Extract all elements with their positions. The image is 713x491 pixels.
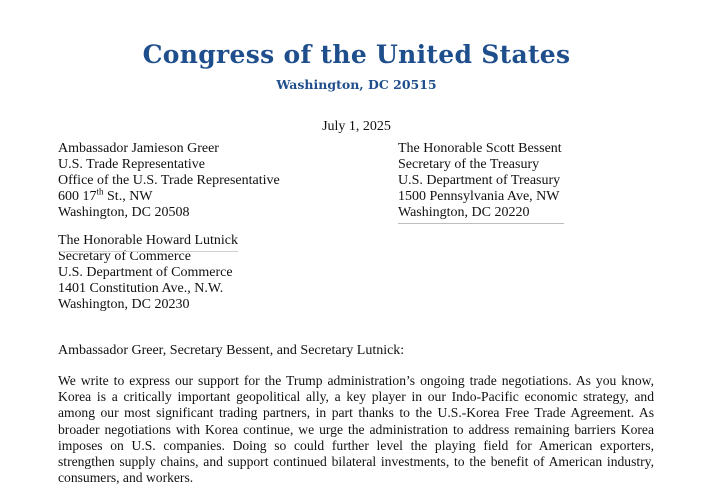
recipient-name: The Honorable Scott Bessent [398,141,562,156]
recipient-office: Office of the U.S. Trade Representative [58,173,280,188]
recipient-title: Secretary of the Treasury [398,157,540,172]
recipient-street: 1401 Constitution Ave., N.W. [58,281,224,296]
street-number: 600 17 [58,189,97,204]
divider-line [398,223,564,224]
recipient-name: The Honorable Howard Lutnick [58,233,238,248]
street-rest: St., NW [103,189,153,204]
recipient-city: Washington, DC 20508 [58,205,190,220]
letterhead-subtitle: Washington, DC 20515 [276,77,437,92]
salutation: Ambassador Greer, Secretary Bessent, and Secretary Lutnick: [58,343,405,358]
divider-line [58,251,238,252]
recipient-city: Washington, DC 20220 [398,205,530,220]
body-paragraph: We write to express our support for the Trump administration’s ongoing trade negotiations. As you know, Korea is a critically important geopolitical ally, a key player in our Indo-Pacific economic strategy, and among our most significant trading partners, in part thanks to the U.S.-Korea Free Trade Agreement. As broader negotiations with Korea continue, we urge the administration to address remaining barriers Korea imposes on U.S. companies. Doing so could further level the playing field for American exporters, strengthen supply chains, and support continued bilateral investments, to the benefit of American industry, consumers, and workers. [58,373,654,486]
recipient-department: U.S. Department of Commerce [58,265,233,280]
street-ordinal-suffix: th [96,186,104,197]
recipient-block-bessent [398,141,562,221]
letter-date: July 1, 2025 [322,119,391,134]
recipient-street: 1500 Pennsylvania Ave, NW [398,189,560,204]
letterhead-title: Congress of the United States [142,40,571,69]
recipient-block-lutnick [58,233,238,313]
recipient-title: U.S. Trade Representative [58,157,205,172]
recipient-city: Washington, DC 20230 [58,297,190,312]
recipient-block-greer [58,141,280,221]
recipient-title: Secretary of Commerce [58,249,191,264]
recipient-street [58,186,280,205]
recipient-name: Ambassador Jamieson Greer [58,141,219,156]
recipient-department: U.S. Department of Treasury [398,173,561,188]
